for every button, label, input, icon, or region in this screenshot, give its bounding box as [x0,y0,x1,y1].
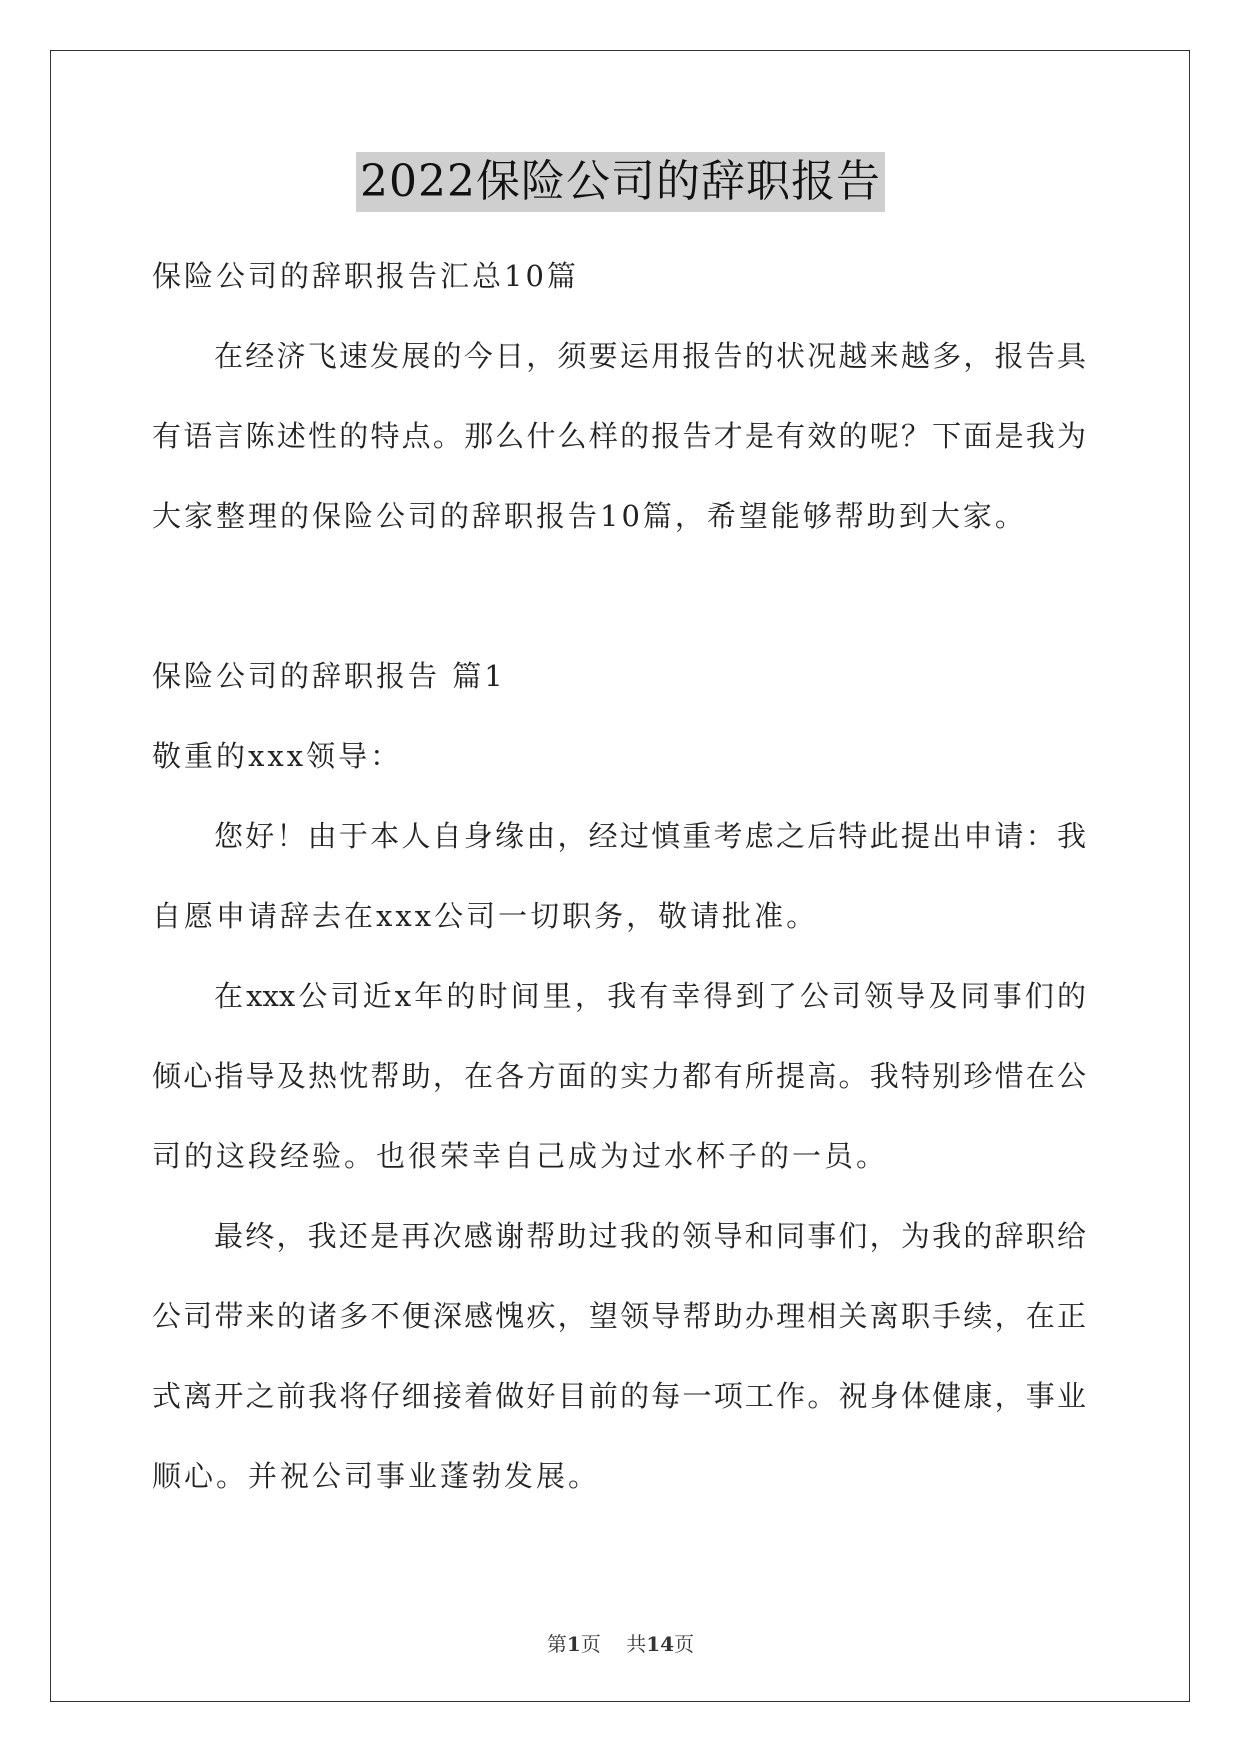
paragraph2-line-3: 司的这段经验。也很荣幸自己成为过水杯子的一员。 [152,1139,889,1173]
page-footer [0,1628,1241,1657]
document-subtitle: 保险公司的辞职报告汇总10篇 [152,259,579,293]
salutation: 敬重的xxx领导： [152,739,403,773]
paragraph1-line-2: 自愿申请辞去在xxx公司一切职务，敬请批准。 [152,899,819,933]
paragraph2-line-2: 倾心指导及热忱帮助，在各方面的实力都有所提高。我特别珍惜在公 [152,1059,1086,1093]
document-title: 2022保险公司的辞职报告 [356,152,885,212]
paragraph3-line-4: 顺心。并祝公司事业蓬勃发展。 [152,1459,601,1493]
paragraph2-line-1: 在xxx公司近x年的时间里，我有幸得到了公司领导及同事们的 [214,979,1086,1013]
total-suffix: 页 [674,1632,695,1656]
page-suffix: 页 [580,1632,601,1656]
document-body [152,236,1086,1516]
intro-line-1: 在经济飞速发展的今日，须要运用报告的状况越来越多，报告具 [214,339,1086,373]
page-prefix: 第 [546,1632,567,1656]
paragraph3-line-3: 式离开之前我将仔细接着做好目前的每一项工作。祝身体健康，事业 [152,1379,1086,1413]
title-container [0,152,1241,212]
paragraph3-line-2: 公司带来的诸多不便深感愧疚，望领导帮助办理相关离职手续，在正 [152,1299,1086,1333]
spacer [152,556,1086,636]
intro-line-3: 大家整理的保险公司的辞职报告10篇，希望能够帮助到大家。 [152,499,1027,533]
section-heading: 保险公司的辞职报告 篇1 [152,659,506,693]
paragraph1-line-1: 您好！由于本人自身缘由，经过慎重考虑之后特此提出申请：我 [214,819,1086,853]
intro-line-2: 有语言陈述性的特点。那么什么样的报告才是有效的呢？下面是我为 [152,419,1086,453]
total-prefix: 共 [626,1632,647,1656]
paragraph3-line-1: 最终，我还是再次感谢帮助过我的领导和同事们，为我的辞职给 [214,1219,1086,1253]
page-total: 14 [646,1632,675,1656]
page-current: 1 [566,1632,581,1656]
